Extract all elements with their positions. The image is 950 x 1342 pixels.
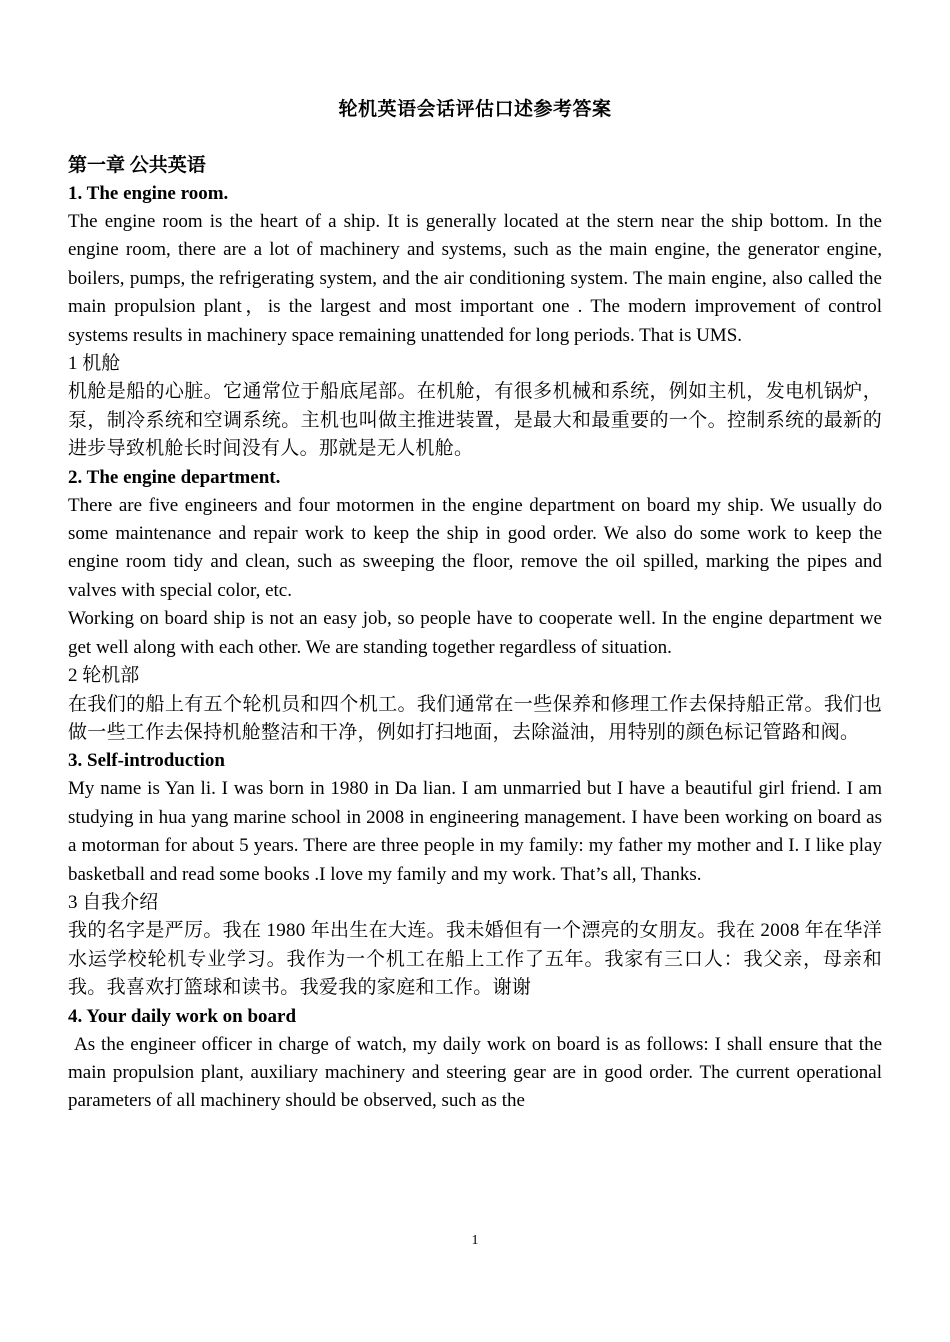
chinese-paragraph: 我的名字是严厉。我在 1980 年出生在大连。我未婚但有一个漂亮的女朋友。我在 2008 年在华洋水运学校轮机专业学习。我作为一个机工在船上工作了五年。我家有三口人：我父亲，母亲和我。我喜欢打篮球和读书。我爱我的家庭和工作。谢谢 bbox=[68, 920, 882, 999]
section-heading: 1. The engine room. bbox=[68, 183, 229, 204]
english-paragraph: The engine room is the heart of a ship. It is generally located at the stern near the ship bottom. In the engine room, there are a lot of machinery and systems, such as the main engine, the generator engine, boilers, pumps, the refrigerating system, and the air conditioning system. The main engine, also called the main propulsion plant，is the largest and most important one . The modern improvement of control systems results in machinery space remaining unattended for long periods. That is UMS. bbox=[68, 211, 882, 346]
document-title: 轮机英语会话评估口述参考答案 bbox=[338, 99, 612, 120]
section-engine-room bbox=[68, 180, 882, 464]
section-heading: 4. Your daily work on board bbox=[68, 1005, 297, 1027]
chinese-section-label: 1 机舱 bbox=[68, 353, 121, 375]
chinese-paragraph: 在我们的船上有五个轮机员和四个机工。我们通常在一些保养和修理工作去保持船正常。我们也做一些工作去保持机舱整洁和干净，例如打扫地面，去除溢油，用特别的颜色标记管路和阀。 bbox=[68, 693, 882, 743]
chinese-section-label: 2 轮机部 bbox=[68, 665, 140, 687]
document-page bbox=[68, 96, 887, 1116]
english-paragraph: Working on board ship is not an easy job, so people have to cooperate well. In the engine department we get well along with each other. We are standing together regardless of situation. bbox=[68, 608, 882, 658]
english-paragraph: As the engineer officer in charge of watch, my daily work on board is as follows: I shall ensure that the main propulsion plant, auxiliary machinery and steering gear are in good order. The current operational parameters of all machinery should be observed, such as the bbox=[68, 1033, 887, 1112]
section-engine-department bbox=[68, 464, 882, 748]
chinese-paragraph: 机舱是船的心脏。它通常位于船底尾部。在机舱，有很多机械和系统，例如主机，发电机锅炉，泵，制冷系统和空调系统。主机也叫做主推进装置，是最大和最重要的一个。控制系统的最新的进步导致机舱长时间没有人。那就是无人机舱。 bbox=[68, 381, 882, 460]
page-number: 1 bbox=[471, 1233, 479, 1248]
section-daily-work bbox=[68, 1003, 887, 1116]
section-self-introduction bbox=[68, 747, 882, 1002]
chapter-heading: 第一章 公共英语 bbox=[68, 155, 206, 176]
section-heading: 2. The engine department. bbox=[68, 466, 281, 488]
chinese-section-label: 3 自我介绍 bbox=[68, 891, 159, 913]
section-heading: 3. Self-introduction bbox=[68, 750, 225, 772]
english-paragraph: There are five engineers and four motormen in the engine department on board my ship. We usually do some maintenance and repair work to keep the ship in good order. We also do some work to keep the engine room tidy and clean, such as sweeping the floor, remove the oil spilled, marking the pipes and valves with special color, etc. bbox=[68, 494, 882, 601]
english-paragraph: My name is Yan li. I was born in 1980 in Da lian. I am unmarried but I have a beautiful girl friend. I am studying in hua yang marine school in 2008 in engineering management. I have been working on board as a motorman for about 5 years. There are three people in my family: my father my mother and I. I like play basketball and read some books .I love my family and my work. That’s all, Thanks. bbox=[68, 778, 882, 885]
